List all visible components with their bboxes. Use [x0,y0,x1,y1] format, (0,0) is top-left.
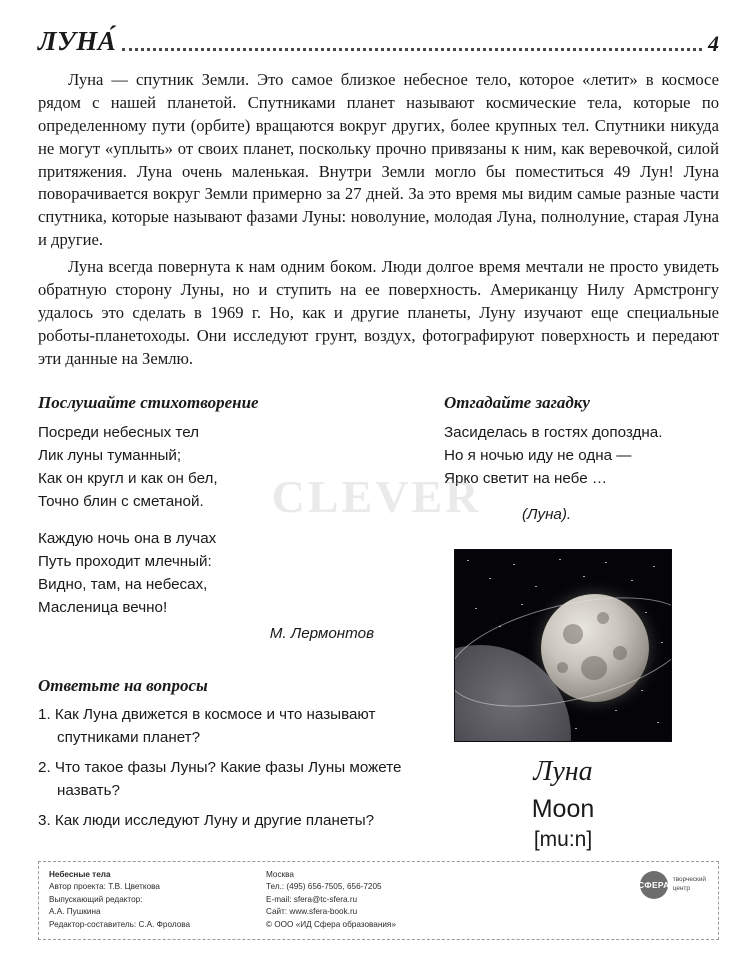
moon-photo [454,549,672,742]
footer-line: А.А. Пушкина [49,907,101,917]
moon-caption-ru: Луна [533,755,593,787]
dotted-leader [122,48,702,51]
moon-illustration-panel [454,549,672,852]
poem-line: Точно блин с сметаной. [38,492,204,510]
poem-line: Как он кругл и как он бел, [38,469,218,487]
footer-line: Выпускающий редактор: [49,894,143,904]
riddle-heading: Отгадайте загадку [444,392,590,412]
list-item: 3. Как люди исследуют Луну и другие планеты? [38,811,375,829]
footer-credits [49,869,244,931]
riddle-line: Засиделась в гостях допоздна. [444,423,663,441]
logo-circle: СФЕРА [640,871,668,899]
logo-tagline-line1: творческий [672,876,706,884]
page-title: ЛУНА́ [38,26,117,56]
poem-stanza-1 [38,421,420,513]
riddle-line: Но я ночью иду не одна — [444,446,632,464]
poem-heading: Послушайте стихотворение [38,392,259,412]
page-number: 4 [708,31,719,56]
footer-imprint [38,861,719,940]
riddle-text [444,421,719,490]
riddle-line: Ярко светит на небе … [444,469,608,487]
moon-caption-ipa: [mu:n] [533,827,593,851]
poem-column [38,393,420,852]
footer-website[interactable]: Сайт: www.sfera-book.ru [266,907,358,917]
footer-series: Небесные тела [49,869,111,879]
footer-contacts [266,869,466,931]
moon-caption-en: Moon [531,794,595,823]
poem-line: Каждую ночь она в лучах [38,529,217,547]
publisher-logo [637,869,708,899]
footer-line: Редактор-составитель: С.А. Фролова [49,919,191,929]
footer-phone: Тел.: (495) 656-7505, 656-7205 [266,882,382,892]
riddle-answer: (Луна). [522,505,572,523]
poem-line: Посреди небесных тел [38,423,200,441]
poem-line: Лик луны туманный; [38,446,182,464]
poem-line: Путь проходит млечный: [38,553,212,571]
page-header [38,26,719,59]
questions-heading: Ответьте на вопросы [38,676,208,696]
poem-text [38,421,420,620]
footer-email[interactable]: E-mail: sfera@tc-sfera.ru [266,894,358,904]
paragraph-1: Луна — спутник Земли. Это самое близкое небесное тело, которое «летит» в космосе рядом с нашей планетой. Спутниками планет называют космические тела, которые по определенному пути (орбите) вращаются вокруг других, более крупных тел. Спутники никуда не могут «уплыть» от своих планет, поскольку прочно привязаны к ним, как веревочкой, силой притяжения. Луна очень маленькая. Внутри Земли могло бы поместиться 49 Лун! Луна поворачивается вокруг Земли примерно за 27 дней. За это время мы видим самые разные части спутника, которые называют фазами Луны: новолуние, молодая Луна, полнолуние, старая Луна и другие. [38,70,719,250]
questions-list [38,704,420,832]
two-column-section [38,393,719,852]
footer-line: Автор проекта: Т.В. Цветкова [49,882,160,892]
paragraph-2: Луна всегда повернута к нам одним боком. Люди долгое время мечтали не просто увидеть обратную сторону Луны, но и ступить на ее поверхность. Американцу Нилу Армстронгу удалось это сделать в 1969 г. Но, как и другие планеты, Луну изучают еще специальные роботы-планетоходы. Они исследуют грунт, воздух, фотографируют поверхность и передают эти данные на Землю. [38,257,719,368]
footer-city: Москва [266,869,294,879]
logo-tagline-line2: центр [672,884,690,892]
logo-tagline [673,876,706,893]
list-item: 1. Как Луна движется в космосе и что называют спутниками планет? [38,706,376,747]
list-item: 2. Что такое фазы Луны? Какие фазы Луны можете назвать? [38,758,402,799]
footer-copyright: © ООО «ИД Сфера образования» [266,919,396,929]
poem-line: Масленица вечно! [38,599,168,617]
poem-line: Видно, там, на небесах, [38,576,208,594]
poem-author: М. Лермонтов [269,625,374,643]
poem-stanza-2 [38,527,420,619]
article-body [38,69,719,371]
questions-section [38,676,420,832]
riddle-column [444,393,719,852]
watermark: CLEVER [271,471,482,522]
